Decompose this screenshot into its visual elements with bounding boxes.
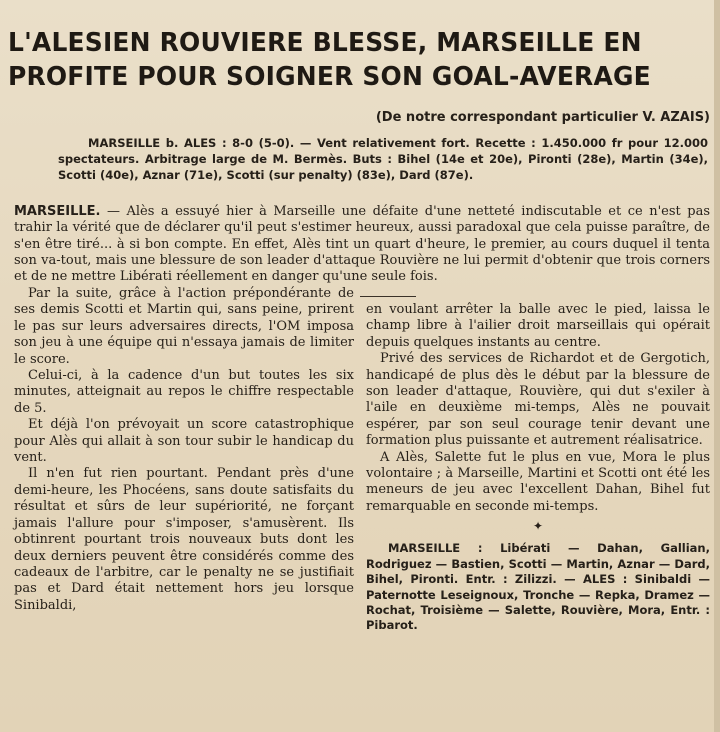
right-column — [366, 302, 710, 634]
column-divider — [360, 296, 416, 297]
right-paragraph: A Alès, Salette fut le plus en vue, Mora le plus volontaire ; à Marseille, Martini et Scotti ont été les meneurs de jeu avec l'excellent Dahan, Bihel fut remarquable en seconde mi-temps. — [366, 449, 710, 514]
left-paragraph: Par la suite, grâce à l'action prépondérante de ses demis Scotti et Martin qui, sans peine, prirent le pas sur leurs adversaires directs, l'OM imposa son jeu à une équipe qui n'essaya jamais de limiter le score. — [14, 286, 354, 367]
left-paragraph: Et déjà l'on prévoyait un score catastrophique pour Alès qui allait à son tour subir le handicap du vent. — [14, 417, 354, 466]
article-byline: (De notre correspondant particulier V. AZAIS) — [375, 110, 710, 125]
dateline: MARSEILLE. — [14, 204, 101, 219]
team-lineups — [366, 541, 710, 633]
match-summary — [58, 136, 708, 183]
match-summary-text: MARSEILLE b. ALES : 8-0 (5-0). — Vent relativement fort. Recette : 1.450.000 fr pour 12.000 spectateurs. Arbitrage large de M. Bermès. Buts : Bihel (14e et 20e), Pironti (28e), Martin (34e), Scotti (40e), Aznar (71e), Scotti (sur penalty) (83e), Dard (87e). — [58, 136, 708, 182]
separator-icon: ✦ — [532, 519, 544, 534]
paper-edge — [714, 0, 720, 732]
left-paragraph: Celui-ci, à la cadence d'un but toutes les six minutes, atteignait au repos le chiffre respectable de 5. — [14, 368, 354, 416]
left-column — [14, 286, 354, 614]
team-lineups-text: MARSEILLE : Libérati — Dahan, Gallian, Rodriguez — Bastien, Scotti — Martin, Aznar — Dard, Bihel, Pironti. Entr. : Zilizzi. — ALES : Sinibaldi — Paternotte Leseignoux, Tronche — Repka, Dramez — Rochat, Troisième — Salette, Rouvière, Mora, Entr. : Pibarot. — [366, 541, 710, 633]
right-paragraph: en voulant arrêter la balle avec le pied, laissa le champ libre à l'ailier droit marseillais qui opérait depuis quelques instants au centre. — [366, 302, 710, 350]
right-paragraph: Privé des services de Richardot et de Gergotich, handicapé de plus dès le début par la blessure de son leader d'attaque, Rouvière, qui dut s'exiler à l'aile en deuxième mi-temps, Alès ne pouvait espérer, par son seul courage tenir devant une formation plus puissante et autrement réalisatrice. — [366, 351, 710, 449]
left-paragraph: Il n'en fut rien pourtant. Pendant près d'une demi-heure, les Phocéens, sans doute satisfaits du résultat et sûrs de leur supériorité, ne forçant jamais l'allure pour s'imposer, s'amusèrent. Ils obtinrent pourtant trois nouveaux buts dont les deux derniers peuvent être considérés comme des cadeaux de l'arbitre, car le penalty ne se justifiait pas et Dard était nettement hors jeu lorsque Sinibaldi, — [14, 466, 354, 613]
article-headline: L'ALESIEN ROUVIERE BLESSE, MARSEILLE EN PROFITE POUR SOIGNER SON GOAL-AVERAGE — [8, 28, 651, 92]
article-intro — [14, 204, 710, 285]
intro-text: — Alès a essuyé hier à Marseille une défaite d'une netteté indiscutable et ce n'est pas trahir la vérité que de déclarer qu'il peut s'estimer heureux, aussi paradoxal que cela puisse paraître, de s'en être tiré... à si bon compte. En effet, Alès tint un quart d'heure, le premier, au cours duquel il tenta son va-tout, mais une blessure de son leader d'attaque Rouvière ne lui permit d'obtenir que trois corners et de ne mettre Libérati réellement en danger qu'une seule fois. — [14, 204, 710, 285]
